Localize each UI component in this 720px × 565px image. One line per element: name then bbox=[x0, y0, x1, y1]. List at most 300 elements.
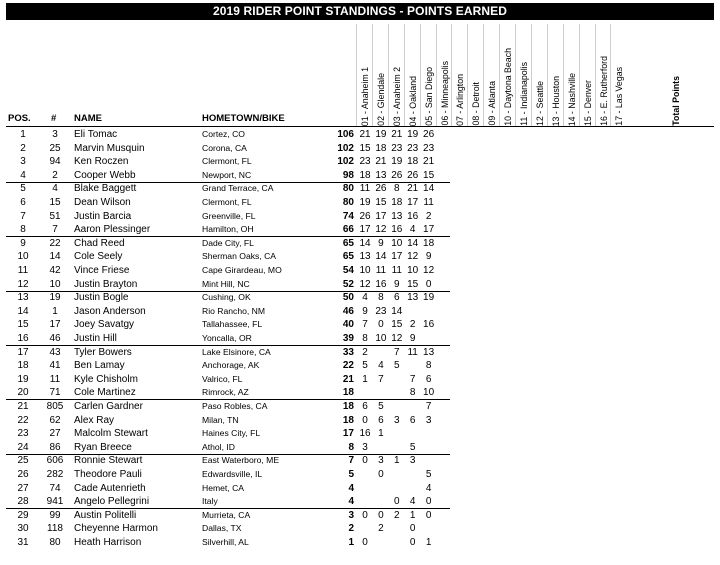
round-header-label: 08 - Detroit bbox=[471, 82, 482, 126]
total-points-cell: 18 bbox=[342, 414, 354, 426]
hometown-cell: Athol, ID bbox=[202, 441, 235, 452]
hometown-cell: Yoncalla, OR bbox=[202, 333, 252, 343]
name-cell: Cole Seely bbox=[74, 251, 123, 263]
round-points-cell: 12 bbox=[375, 224, 387, 236]
round-points-cell: 21 bbox=[375, 156, 387, 168]
hometown-cell: Cushing, OK bbox=[202, 292, 251, 303]
round-points-cell: 26 bbox=[423, 129, 435, 140]
table-row bbox=[0, 482, 720, 495]
round-points-cell: 18 bbox=[359, 169, 371, 181]
name-cell: Justin Brayton bbox=[74, 278, 138, 290]
pos-cell: 5 bbox=[20, 183, 26, 195]
table-row bbox=[0, 291, 720, 304]
hometown-cell: Rimrock, AZ bbox=[202, 387, 249, 398]
pos-cell: 31 bbox=[17, 537, 29, 548]
round-points-cell: 0 bbox=[425, 278, 432, 290]
number-cell: 42 bbox=[49, 265, 61, 276]
name-cell: Ken Roczen bbox=[74, 156, 129, 168]
table-row bbox=[0, 196, 720, 209]
name-cell: Alex Ray bbox=[74, 414, 115, 426]
total-points-cell: 106 bbox=[337, 129, 354, 140]
number-cell: 7 bbox=[52, 224, 58, 236]
table-row bbox=[0, 454, 720, 467]
round-points-cell: 13 bbox=[375, 169, 387, 181]
round-points-cell: 1 bbox=[425, 537, 432, 548]
round-points-cell: 16 bbox=[359, 428, 371, 440]
round-points-cell: 11 bbox=[423, 197, 434, 208]
round-points-cell: 7 bbox=[362, 319, 368, 331]
round-header bbox=[357, 28, 371, 126]
hometown-cell: Dade City, FL bbox=[202, 237, 254, 248]
pos-cell: 22 bbox=[17, 414, 29, 426]
number-cell: 22 bbox=[49, 237, 61, 249]
round-points-cell: 16 bbox=[375, 278, 387, 290]
round-header-label: 16 - E. Rutherford bbox=[598, 56, 609, 126]
round-points-cell: 0 bbox=[409, 537, 416, 548]
number-cell: 4 bbox=[52, 183, 58, 195]
round-points-cell: 23 bbox=[375, 305, 387, 317]
number-cell: 80 bbox=[49, 537, 61, 548]
pos-cell: 29 bbox=[17, 509, 29, 521]
name-cell: Ben Lamay bbox=[74, 360, 125, 372]
table-row bbox=[0, 223, 720, 236]
round-points-cell: 14 bbox=[375, 251, 387, 263]
round-header bbox=[437, 28, 451, 126]
round-points-cell: 8 bbox=[425, 360, 432, 372]
name-cell: Justin Hill bbox=[74, 333, 117, 344]
round-points-cell: 6 bbox=[378, 414, 384, 426]
pos-cell: 3 bbox=[20, 156, 26, 168]
round-points-cell: 0 bbox=[425, 509, 432, 521]
number-cell: 74 bbox=[49, 482, 61, 494]
round-header-label: 11 - Indianapolis bbox=[519, 62, 529, 126]
hometown-cell: Newport, NC bbox=[202, 169, 252, 180]
total-points-cell: 40 bbox=[342, 319, 354, 331]
round-header bbox=[596, 28, 610, 126]
name-cell: Justin Bogle bbox=[74, 292, 129, 304]
round-points-cell: 4 bbox=[409, 224, 416, 236]
round-header bbox=[452, 28, 466, 126]
round-header bbox=[389, 28, 403, 126]
total-points-cell: 39 bbox=[342, 333, 354, 344]
pos-cell: 19 bbox=[17, 373, 29, 385]
pos-cell: 23 bbox=[17, 428, 29, 440]
round-points-cell: 5 bbox=[425, 469, 432, 480]
hometown-cell: Greenville, FL bbox=[202, 210, 256, 221]
round-points-cell: 16 bbox=[407, 210, 419, 222]
total-points-cell: 18 bbox=[342, 387, 354, 399]
round-points-cell: 4 bbox=[409, 496, 416, 508]
round-header-label: 17 - Las Vegas bbox=[614, 67, 625, 126]
round-points-cell: 5 bbox=[394, 360, 400, 372]
number-cell: 10 bbox=[49, 278, 61, 290]
round-points-cell: 17 bbox=[391, 251, 403, 263]
total-points-cell: 80 bbox=[342, 183, 354, 195]
total-points-cell: 50 bbox=[342, 292, 354, 304]
hometown-cell: Dallas, TX bbox=[202, 523, 242, 534]
round-header bbox=[500, 28, 514, 126]
name-cell: Joey Savatgy bbox=[74, 319, 135, 331]
total-points-cell: 54 bbox=[342, 265, 354, 276]
round-points-cell: 23 bbox=[391, 142, 403, 154]
round-points-cell: 0 bbox=[378, 469, 384, 480]
round-points-cell: 17 bbox=[375, 210, 387, 222]
number-cell: 3 bbox=[52, 129, 58, 140]
hometown-cell: Edwardsville, IL bbox=[202, 469, 263, 479]
round-points-cell: 4 bbox=[378, 360, 384, 372]
round-points-cell: 10 bbox=[359, 265, 371, 276]
table-row bbox=[0, 169, 720, 182]
round-header-label: 04 - Oakland bbox=[407, 75, 418, 126]
total-points-cell: 3 bbox=[348, 509, 354, 521]
hometown-cell: Murrieta, CA bbox=[202, 509, 251, 520]
table-row bbox=[0, 427, 720, 440]
total-points-cell: 52 bbox=[342, 278, 354, 290]
round-points-cell: 14 bbox=[359, 237, 371, 249]
name-cell: Cooper Webb bbox=[74, 169, 136, 181]
hometown-cell: Cortez, CO bbox=[202, 129, 245, 139]
round-points-cell: 17 bbox=[423, 224, 435, 236]
hometown-cell: Hemet, CA bbox=[202, 482, 245, 493]
total-points-cell: 98 bbox=[342, 169, 354, 181]
hometown-cell: East Waterboro, ME bbox=[202, 455, 280, 466]
round-points-cell: 0 bbox=[362, 455, 368, 467]
pos-cell: 24 bbox=[17, 441, 29, 453]
round-points-cell: 1 bbox=[409, 509, 416, 521]
table-row bbox=[0, 400, 720, 413]
hometown-cell: Italy bbox=[202, 496, 218, 507]
round-header-label: 10 - Daytona Beach bbox=[503, 48, 514, 126]
round-points-cell: 9 bbox=[394, 278, 400, 290]
round-points-cell: 10 bbox=[375, 333, 387, 344]
pos-cell: 15 bbox=[17, 319, 29, 331]
total-points-cell: 74 bbox=[342, 210, 354, 222]
total-points-cell: 8 bbox=[348, 441, 354, 453]
round-points-cell: 9 bbox=[409, 333, 416, 344]
table-row bbox=[0, 318, 720, 331]
total-points-cell: 21 bbox=[342, 373, 354, 385]
table-row bbox=[0, 210, 720, 223]
round-points-cell: 18 bbox=[407, 156, 419, 168]
number-cell: 2 bbox=[52, 169, 58, 181]
number-cell: 62 bbox=[49, 414, 61, 426]
round-points-cell: 3 bbox=[394, 414, 400, 426]
total-points-cell: 2 bbox=[348, 523, 354, 535]
name-cell: Cole Martinez bbox=[74, 387, 136, 399]
table-row bbox=[0, 414, 720, 427]
name-cell: Cade Autenrieth bbox=[74, 482, 146, 494]
name-cell: Ryan Breece bbox=[74, 441, 132, 453]
round-points-cell: 18 bbox=[423, 237, 435, 249]
round-points-cell: 4 bbox=[425, 482, 432, 494]
name-cell: Vince Friese bbox=[74, 265, 130, 276]
round-header bbox=[564, 28, 578, 126]
round-header-label: 01 - Anaheim 1 bbox=[360, 66, 370, 126]
round-points-cell: 19 bbox=[407, 129, 419, 140]
number-cell: 1 bbox=[52, 305, 58, 317]
round-points-cell: 12 bbox=[391, 333, 403, 344]
name-cell: Dean Wilson bbox=[74, 197, 131, 208]
number-cell: 606 bbox=[46, 455, 64, 467]
round-points-cell: 6 bbox=[425, 373, 432, 385]
round-points-cell: 19 bbox=[359, 197, 371, 208]
round-header-label: 06 - Minneapolis bbox=[439, 61, 450, 126]
number-cell: 94 bbox=[49, 156, 61, 168]
table-row bbox=[0, 441, 720, 454]
hometown-header: HOMETOWN/BIKE bbox=[202, 113, 285, 124]
number-cell: 11 bbox=[49, 373, 61, 385]
hometown-cell: Valrico, FL bbox=[202, 373, 243, 384]
number-cell: 805 bbox=[46, 401, 64, 412]
round-points-cell: 13 bbox=[359, 251, 371, 263]
round-header-label: 03 - Anaheim 2 bbox=[391, 66, 402, 126]
table-row bbox=[0, 278, 720, 291]
round-points-cell: 17 bbox=[359, 224, 371, 236]
hometown-cell: Corona, CA bbox=[202, 142, 247, 153]
round-points-cell: 1 bbox=[362, 373, 368, 385]
round-points-cell: 12 bbox=[423, 265, 435, 276]
round-points-cell: 15 bbox=[423, 169, 435, 181]
round-points-cell: 0 bbox=[378, 319, 384, 331]
total-points-cell: 33 bbox=[342, 346, 354, 358]
pos-cell: 25 bbox=[17, 455, 29, 467]
total-points-cell: 80 bbox=[342, 197, 354, 208]
round-points-cell: 9 bbox=[378, 237, 384, 249]
round-header bbox=[532, 28, 546, 126]
round-points-cell: 2 bbox=[378, 523, 384, 535]
name-cell: Angelo Pellegrini bbox=[74, 496, 150, 508]
hometown-cell: Sherman Oaks, CA bbox=[202, 251, 277, 262]
header-rule bbox=[6, 126, 714, 127]
name-cell: Aaron Plessinger bbox=[74, 224, 151, 236]
round-header bbox=[516, 28, 530, 126]
name-cell: Chad Reed bbox=[74, 237, 125, 249]
hometown-cell: Hamilton, OH bbox=[202, 224, 254, 235]
table-row bbox=[0, 495, 720, 508]
total-points-cell: 17 bbox=[342, 428, 354, 440]
round-points-cell: 3 bbox=[378, 455, 384, 467]
round-header bbox=[548, 28, 562, 126]
number-cell: 15 bbox=[49, 197, 61, 208]
name-cell: Blake Baggett bbox=[74, 183, 137, 195]
round-points-cell: 13 bbox=[423, 346, 435, 358]
round-points-cell: 7 bbox=[378, 373, 384, 385]
round-points-cell: 0 bbox=[394, 496, 400, 508]
table-row bbox=[0, 346, 720, 359]
round-header-label: 02 - Glendale bbox=[375, 73, 386, 126]
round-points-cell: 19 bbox=[375, 129, 387, 140]
round-points-cell: 14 bbox=[423, 183, 435, 195]
table-row bbox=[0, 142, 720, 155]
round-header bbox=[484, 28, 498, 126]
round-points-cell: 17 bbox=[407, 197, 419, 208]
number-cell: 43 bbox=[49, 346, 61, 358]
round-points-cell: 1 bbox=[394, 455, 400, 467]
table-row bbox=[0, 468, 720, 481]
round-points-cell: 2 bbox=[362, 346, 368, 358]
round-header-label: 05 - San Diego bbox=[423, 67, 434, 126]
pos-cell: 9 bbox=[20, 237, 26, 249]
round-points-cell: 12 bbox=[407, 251, 419, 263]
hometown-cell: Silverhill, AL bbox=[202, 537, 249, 547]
round-points-cell: 16 bbox=[391, 224, 403, 236]
round-header bbox=[580, 28, 594, 126]
hometown-cell: Lake Elsinore, CA bbox=[202, 346, 271, 357]
number-cell: 25 bbox=[49, 142, 61, 154]
table-row bbox=[0, 264, 720, 277]
number-cell: 282 bbox=[46, 469, 64, 480]
pos-header: POS. bbox=[8, 113, 31, 124]
name-cell: Malcolm Stewart bbox=[74, 428, 148, 440]
hometown-cell: Clermont, FL bbox=[202, 156, 252, 167]
hometown-cell: Anchorage, AK bbox=[202, 360, 260, 371]
hometown-cell: Clermont, FL bbox=[202, 197, 252, 207]
table-row bbox=[0, 536, 720, 549]
round-points-cell: 16 bbox=[423, 319, 435, 331]
table-row bbox=[0, 128, 720, 141]
pos-cell: 21 bbox=[17, 401, 29, 412]
hometown-cell: Mint Hill, NC bbox=[202, 278, 250, 289]
table-row bbox=[0, 509, 720, 522]
round-header-label: 13 - Houston bbox=[550, 75, 561, 126]
round-points-cell: 14 bbox=[391, 305, 403, 317]
round-points-cell: 23 bbox=[423, 142, 435, 154]
total-points-cell: 5 bbox=[348, 469, 354, 480]
round-points-cell: 21 bbox=[391, 129, 403, 140]
round-header bbox=[373, 28, 387, 126]
total-points-cell: 65 bbox=[342, 237, 354, 249]
round-points-cell: 5 bbox=[409, 441, 416, 453]
total-points-cell: 7 bbox=[348, 455, 354, 467]
total-points-cell: 66 bbox=[342, 224, 354, 236]
name-cell: Eli Tomac bbox=[74, 129, 118, 140]
round-points-cell: 19 bbox=[391, 156, 403, 168]
round-points-cell: 15 bbox=[407, 278, 419, 290]
hometown-cell: Grand Terrace, CA bbox=[202, 183, 274, 194]
pos-cell: 12 bbox=[17, 278, 29, 290]
round-points-cell: 0 bbox=[409, 523, 416, 535]
round-points-cell: 5 bbox=[378, 401, 384, 412]
total-points-cell: 46 bbox=[342, 305, 354, 317]
pos-cell: 13 bbox=[17, 292, 29, 304]
round-points-cell: 7 bbox=[425, 401, 432, 412]
name-cell: Kyle Chisholm bbox=[74, 373, 138, 385]
pos-cell: 11 bbox=[17, 265, 29, 276]
round-points-cell: 15 bbox=[375, 197, 387, 208]
round-points-cell: 15 bbox=[391, 319, 403, 331]
round-points-cell: 10 bbox=[407, 265, 419, 276]
round-header bbox=[405, 28, 419, 126]
pos-cell: 1 bbox=[20, 129, 26, 140]
table-row bbox=[0, 182, 720, 195]
name-cell: Ronnie Stewart bbox=[74, 455, 143, 467]
number-cell: 71 bbox=[49, 387, 61, 399]
total-points-cell: 102 bbox=[337, 142, 354, 154]
pos-cell: 10 bbox=[17, 251, 29, 263]
round-points-cell: 3 bbox=[409, 455, 416, 467]
round-points-cell: 23 bbox=[359, 156, 371, 168]
name-cell: Marvin Musquin bbox=[74, 142, 145, 154]
total-points-cell: 65 bbox=[342, 251, 354, 263]
round-points-cell: 26 bbox=[407, 169, 419, 181]
pos-cell: 17 bbox=[17, 346, 29, 358]
round-points-cell: 18 bbox=[391, 197, 403, 208]
number-cell: 19 bbox=[49, 292, 61, 304]
total-points-header-label: Total Points bbox=[671, 76, 681, 126]
round-points-cell: 7 bbox=[394, 346, 400, 358]
hometown-cell: Cape Girardeau, MO bbox=[202, 265, 282, 275]
number-cell: 46 bbox=[49, 333, 61, 344]
pos-cell: 27 bbox=[17, 482, 29, 494]
hometown-cell: Paso Robles, CA bbox=[202, 401, 268, 411]
round-points-cell: 3 bbox=[362, 441, 368, 453]
round-points-cell: 0 bbox=[425, 496, 432, 508]
page-title: 2019 RIDER POINT STANDINGS - POINTS EARNED bbox=[6, 3, 714, 20]
round-points-cell: 12 bbox=[359, 278, 371, 290]
round-points-cell: 0 bbox=[362, 414, 368, 426]
round-points-cell: 11 bbox=[391, 265, 402, 276]
round-points-cell: 8 bbox=[409, 387, 416, 399]
number-cell: 27 bbox=[49, 428, 61, 440]
round-points-cell: 6 bbox=[409, 414, 416, 426]
round-points-cell: 2 bbox=[394, 509, 400, 521]
pos-cell: 14 bbox=[17, 305, 29, 317]
round-points-cell: 7 bbox=[409, 373, 416, 385]
round-points-cell: 21 bbox=[423, 156, 435, 168]
number-cell: 86 bbox=[49, 441, 61, 453]
pos-cell: 28 bbox=[17, 496, 29, 508]
round-points-cell: 11 bbox=[375, 265, 387, 276]
round-points-cell: 6 bbox=[362, 401, 368, 412]
table-row bbox=[0, 305, 720, 318]
pos-cell: 7 bbox=[20, 210, 26, 222]
round-points-cell: 4 bbox=[362, 292, 368, 304]
table-row bbox=[0, 237, 720, 250]
name-cell: Jason Anderson bbox=[74, 305, 146, 317]
name-header: NAME bbox=[74, 113, 102, 124]
round-points-cell: 13 bbox=[407, 292, 419, 304]
pos-cell: 6 bbox=[20, 197, 26, 208]
name-cell: Justin Barcia bbox=[74, 210, 132, 222]
round-points-cell: 9 bbox=[425, 251, 432, 263]
table-row bbox=[0, 250, 720, 263]
name-cell: Heath Harrison bbox=[74, 537, 142, 548]
round-points-cell: 0 bbox=[362, 509, 368, 521]
pos-cell: 4 bbox=[20, 169, 26, 181]
number-cell: 14 bbox=[49, 251, 61, 263]
number-cell: 99 bbox=[49, 509, 61, 521]
round-header-label: 12 - Seattle bbox=[534, 81, 545, 126]
round-header-label: 14 - Nashville bbox=[566, 72, 577, 126]
table-row bbox=[0, 373, 720, 386]
table-row bbox=[0, 522, 720, 535]
round-points-cell: 10 bbox=[391, 237, 403, 249]
hometown-cell: Haines City, FL bbox=[202, 428, 261, 439]
number-cell: 51 bbox=[49, 210, 61, 222]
number-cell: 118 bbox=[47, 523, 63, 535]
round-points-cell: 8 bbox=[394, 183, 400, 195]
round-points-cell: 11 bbox=[359, 183, 371, 195]
number-cell: 941 bbox=[46, 496, 64, 508]
pos-cell: 20 bbox=[17, 387, 29, 399]
round-points-cell: 5 bbox=[362, 360, 368, 372]
round-points-cell: 18 bbox=[375, 142, 387, 154]
round-points-cell: 8 bbox=[378, 292, 384, 304]
table-row bbox=[0, 332, 720, 345]
hometown-cell: Tallahassee, FL bbox=[202, 319, 263, 330]
round-points-cell: 3 bbox=[425, 414, 432, 426]
pos-cell: 18 bbox=[17, 360, 29, 372]
